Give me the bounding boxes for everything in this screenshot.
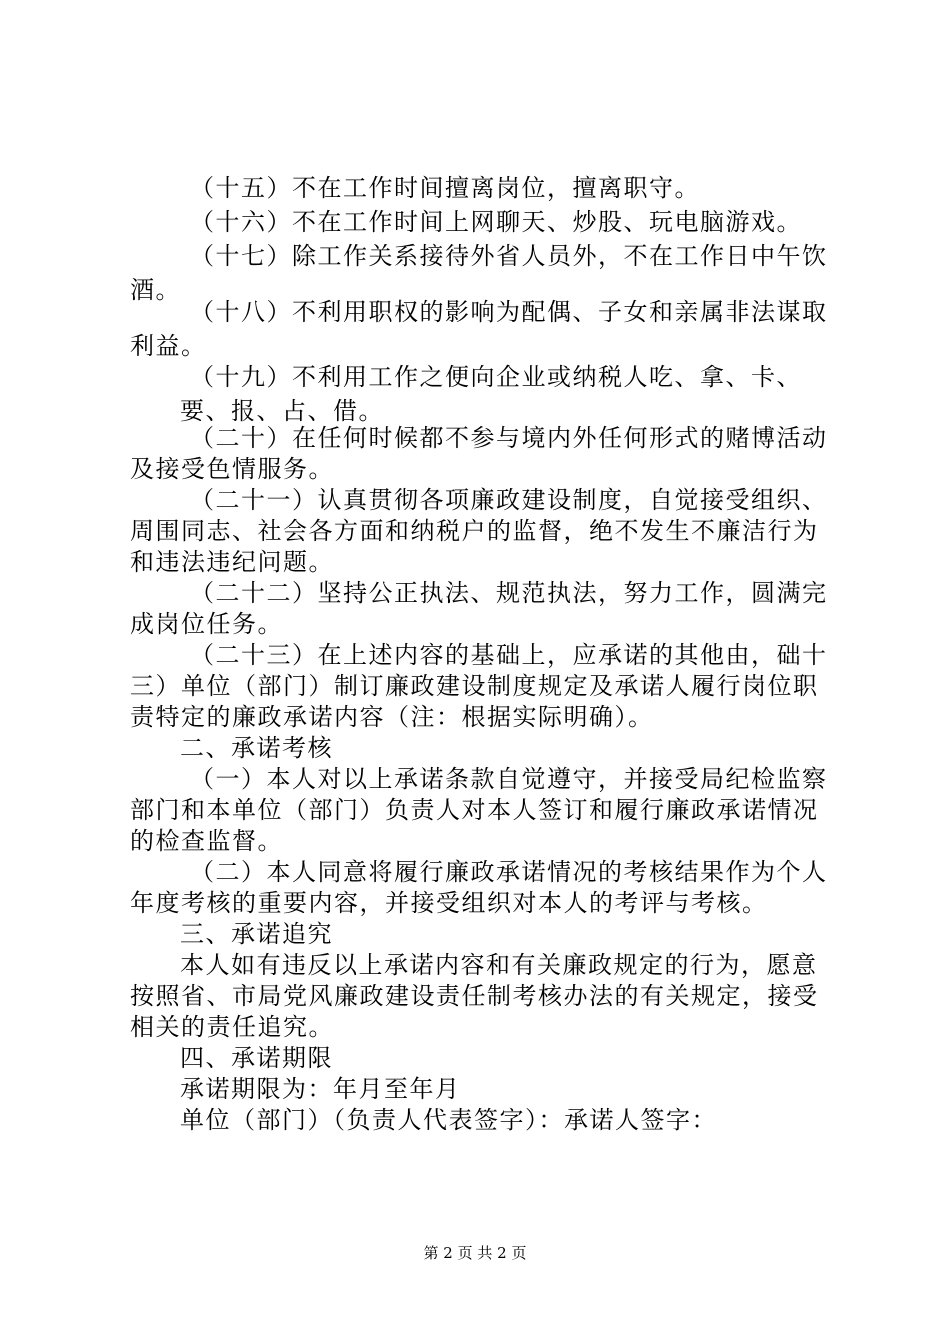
paragraph-line: （十九）不利用工作之便向企业或纳税人吃、拿、卡、 <box>190 363 802 391</box>
paragraph-line: 按照省、市局党风廉政建设责任制考核办法的有关规定，接受 <box>130 982 819 1010</box>
paragraph-line: 成岗位任务。 <box>130 610 283 638</box>
section-heading: 四、承诺期限 <box>180 1044 333 1072</box>
paragraph-line: 责特定的廉政承诺内容（注：根据实际明确）。 <box>130 703 654 731</box>
paragraph-line: 相关的责任追究。 <box>130 1013 334 1041</box>
signature-line: 单位（部门）（负责人代表签字）：承诺人签字： <box>180 1106 717 1134</box>
section-heading: 三、承诺追究 <box>180 920 333 948</box>
paragraph-line: （十五）不在工作时间擅离岗位，擅离职守。 <box>190 174 700 202</box>
paragraph-line: 和违法违纪问题。 <box>130 548 334 576</box>
paragraph-line: 的检查监督。 <box>130 827 283 855</box>
paragraph-line: （一）本人对以上承诺条款自觉遵守，并接受局纪检监察 <box>190 765 828 793</box>
paragraph-line: 酒。 <box>130 276 181 304</box>
paragraph-line: 三）单位（部门）制订廉政建设制度规定及承诺人履行岗位职 <box>130 672 819 700</box>
paragraph-line: 及接受色情服务。 <box>130 455 334 483</box>
paragraph-line: （十八）不利用职权的影响为配偶、子女和亲属非法谋取 <box>190 298 828 326</box>
paragraph-line: 利益。 <box>130 332 207 360</box>
paragraph-line: 年度考核的重要内容，并接受组织对本人的考评与考核。 <box>130 889 768 917</box>
paragraph-line: 承诺期限为：年月至年月 <box>180 1075 461 1103</box>
paragraph-line: 本人如有违反以上承诺内容和有关廉政规定的行为，愿意 <box>180 951 818 979</box>
paragraph-line: （二十一）认真贯彻各项廉政建设制度，自觉接受组织、 <box>190 486 828 514</box>
section-heading: 二、承诺考核 <box>180 734 333 762</box>
paragraph-line: （二）本人同意将履行廉政承诺情况的考核结果作为个人 <box>190 858 828 886</box>
paragraph-line: 部门和本单位（部门）负责人对本人签订和履行廉政承诺情况 <box>130 796 819 824</box>
paragraph-line: （十七）除工作关系接待外省人员外，不在工作日中午饮 <box>190 242 828 270</box>
paragraph-line: （二十三）在上述内容的基础上，应承诺的其他由，础十 <box>190 641 828 669</box>
paragraph-line: （二十二）坚持公正执法、规范执法，努力工作，圆满完 <box>190 579 828 607</box>
paragraph-line: 要、报、占、借。 <box>180 397 384 425</box>
paragraph-line: （二十）在任何时候都不参与境内外任何形式的赌博活动 <box>190 424 828 452</box>
page-number-footer: 第 2 页 共 2 页 <box>423 1244 527 1262</box>
paragraph-line: 周围同志、社会各方面和纳税户的监督，绝不发生不廉洁行为 <box>130 517 819 545</box>
paragraph-line: （十六）不在工作时间上网聊天、炒股、玩电脑游戏。 <box>190 208 802 236</box>
